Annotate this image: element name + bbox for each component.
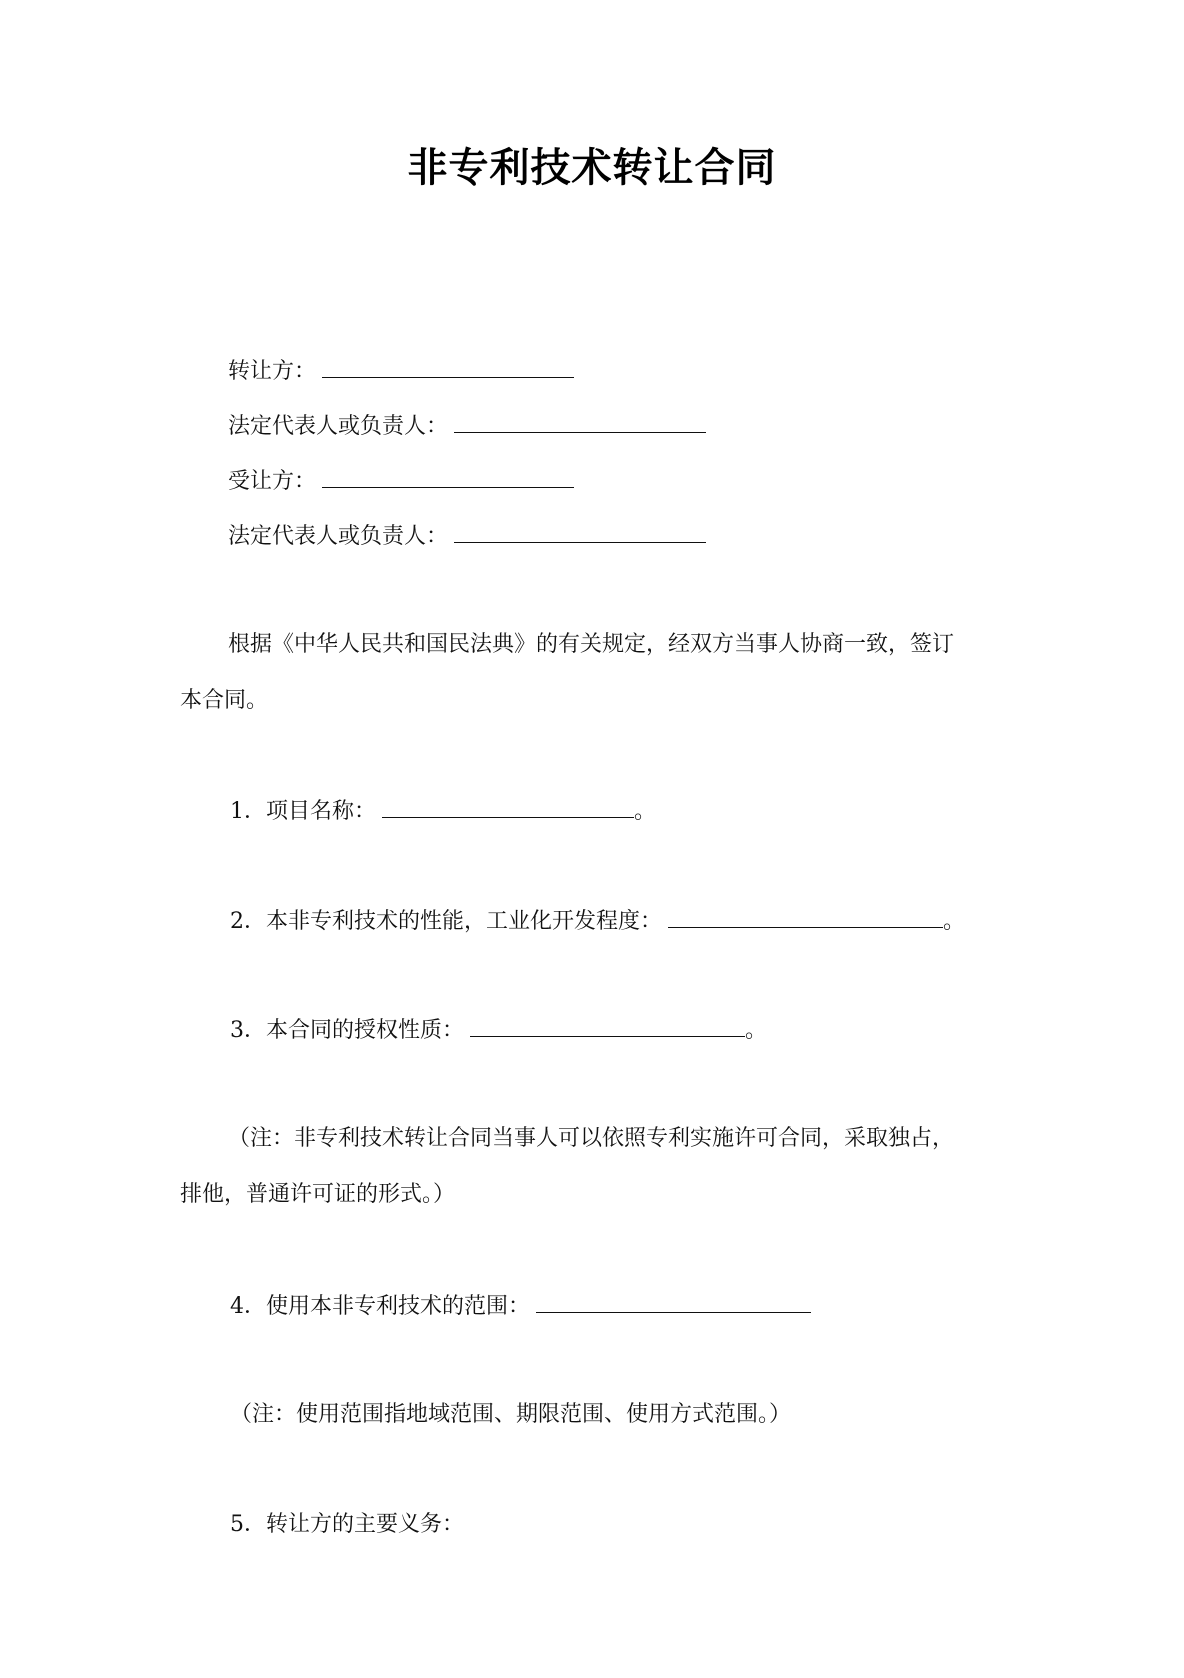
note-2: （注：使用范围指地域范围、期限范围、使用方式范围。） — [230, 1402, 792, 1427]
party-label: 法定代表人或负责人： — [228, 524, 449, 549]
usage-scope-blank-field[interactable] — [536, 1290, 811, 1313]
authorization-nature-blank-field[interactable] — [470, 1014, 745, 1037]
document-title: 非专利技术转让合同 — [407, 145, 777, 191]
clause-text: 项目名称： — [266, 799, 377, 824]
clause-suffix: 。 — [943, 909, 966, 934]
clause-suffix: 。 — [745, 1018, 768, 1043]
preamble-line-2: 本合同。 — [180, 688, 269, 713]
party-label: 法定代表人或负责人： — [228, 414, 449, 439]
note-1-line-2: 排他，普通许可证的形式。） — [180, 1182, 456, 1207]
clause-text: 转让方的主要义务： — [266, 1512, 465, 1537]
party-label: 转让方： — [228, 359, 317, 384]
performance-blank-field[interactable] — [668, 905, 943, 928]
transferee-blank-field[interactable] — [322, 465, 574, 488]
transferor-representative-blank-field[interactable] — [454, 410, 706, 433]
clause-5 — [230, 1510, 464, 1540]
clause-4 — [230, 1290, 811, 1322]
party-label: 受让方： — [228, 469, 317, 494]
party-transferor-representative — [228, 410, 706, 442]
clause-text: 本合同的授权性质： — [266, 1018, 465, 1043]
party-transferor — [228, 355, 574, 387]
transferee-representative-blank-field[interactable] — [454, 520, 706, 543]
party-transferee-representative — [228, 520, 706, 552]
clause-number: 4． — [230, 1294, 266, 1319]
party-transferee — [228, 465, 574, 497]
clause-suffix: 。 — [634, 799, 657, 824]
transferor-blank-field[interactable] — [322, 355, 574, 378]
note-1-line-1: （注：非专利技术转让合同当事人可以依照专利实施许可合同，采取独占， — [228, 1126, 955, 1151]
clause-number: 5． — [230, 1512, 266, 1537]
clause-3 — [230, 1014, 767, 1046]
clause-number: 3． — [230, 1018, 266, 1043]
project-name-blank-field[interactable] — [382, 795, 634, 818]
clause-text: 本非专利技术的性能，工业化开发程度： — [266, 909, 663, 934]
preamble-line-1: 根据《中华人民共和国民法典》的有关规定，经双方当事人协商一致，签订 — [228, 632, 955, 657]
clause-2 — [230, 905, 965, 937]
clause-text: 使用本非专利技术的范围： — [266, 1294, 531, 1319]
clause-number: 2． — [230, 909, 266, 934]
clause-number: 1． — [230, 799, 266, 824]
clause-1 — [230, 795, 656, 827]
